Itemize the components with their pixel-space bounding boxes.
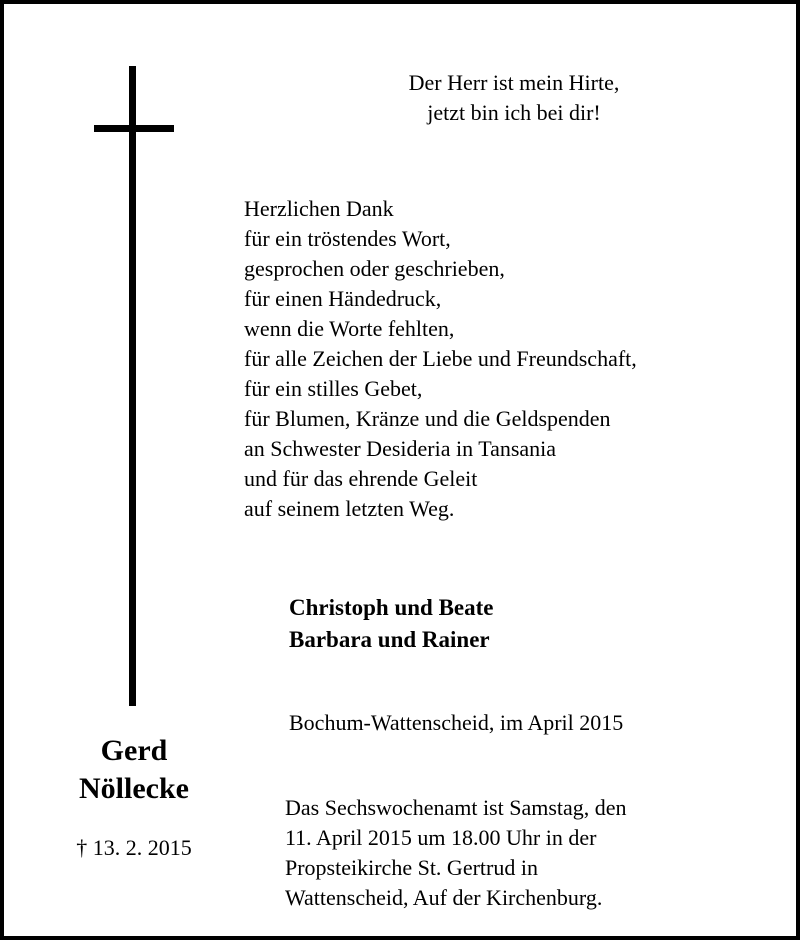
- service-line: Wattenscheid, Auf der Kirchenburg.: [285, 885, 603, 910]
- deceased-last-name: Nöllecke: [79, 772, 189, 805]
- motto-line: Der Herr ist mein Hirte,: [408, 70, 620, 95]
- thanks-line: gesprochen oder geschrieben,: [244, 256, 505, 281]
- cross-vertical-bar: [129, 66, 136, 706]
- service-line: 11. April 2015 um 18.00 Uhr in der: [285, 825, 597, 850]
- mourners-signature: [289, 592, 493, 656]
- thanks-line: für ein stilles Gebet,: [244, 376, 423, 401]
- thanks-line: an Schwester Desideria in Tansania: [244, 436, 557, 461]
- thanks-line: und für das ehrende Geleit: [244, 466, 478, 491]
- cross-horizontal-bar: [94, 125, 174, 132]
- service-line: Propsteikirche St. Gertrud in: [285, 855, 538, 880]
- motto-line: jetzt bin ich bei dir!: [427, 100, 601, 125]
- bible-motto: [364, 68, 664, 128]
- mourner-line: Christoph und Beate: [289, 595, 494, 620]
- thanks-line: für alle Zeichen der Liebe und Freundschaft,: [244, 346, 637, 371]
- place-date: Bochum-Wattenscheid, im April 2015: [289, 710, 624, 735]
- deceased-name: [34, 732, 234, 808]
- mourner-line: Barbara und Rainer: [289, 627, 490, 652]
- thanks-line: für einen Händedruck,: [244, 286, 442, 311]
- thanks-line: für Blumen, Kränze und die Geldspenden: [244, 406, 611, 431]
- service-line: Das Sechswochenamt ist Samstag, den: [285, 795, 627, 820]
- thanks-line: Herzlichen Dank: [244, 196, 394, 221]
- thanks-text: [244, 194, 637, 524]
- deceased-first-name: Gerd: [100, 734, 168, 767]
- death-date: † 13. 2. 2015: [76, 835, 192, 860]
- thanks-line: auf seinem letzten Weg.: [244, 496, 455, 521]
- thanks-line: für ein tröstendes Wort,: [244, 226, 451, 251]
- thanks-line: wenn die Worte fehlten,: [244, 316, 455, 341]
- memorial-service-info: [285, 793, 627, 913]
